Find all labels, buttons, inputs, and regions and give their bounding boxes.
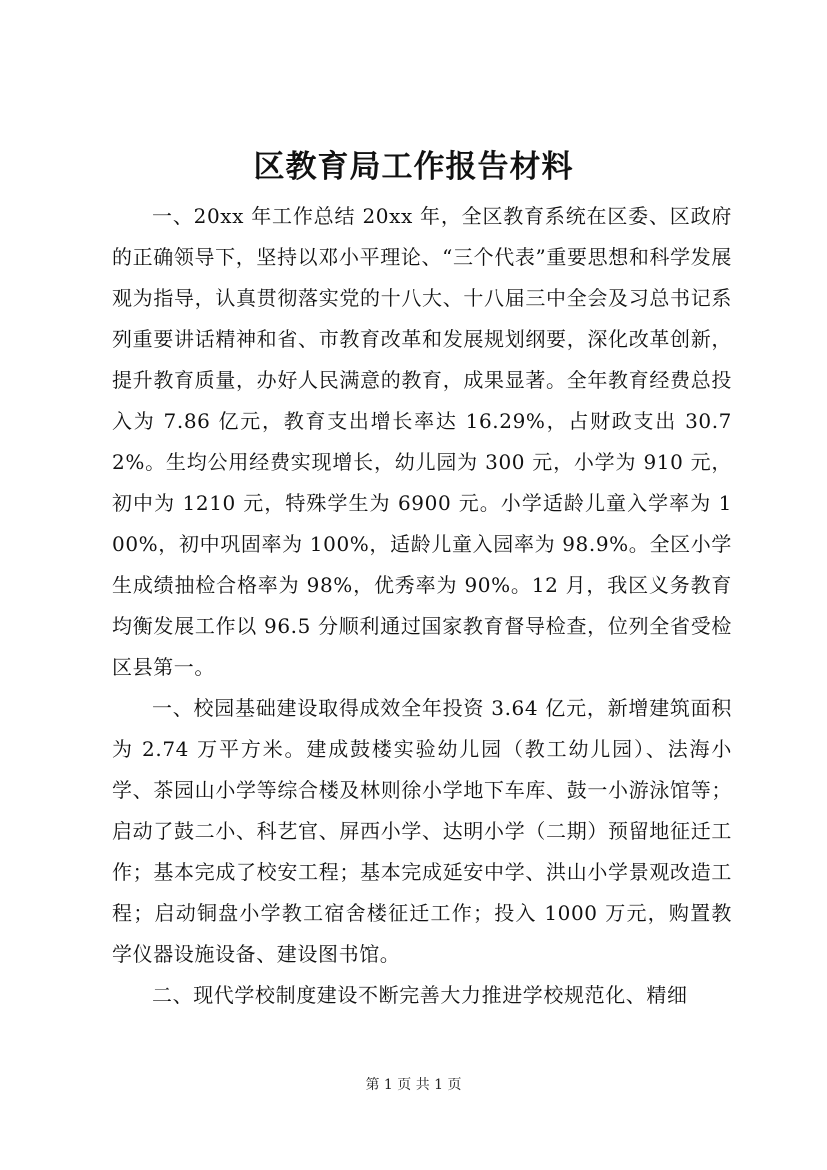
document-body (112, 196, 732, 1016)
paragraph-campus-construction: 一、校园基础建设取得成效全年投资 3.64 亿元，新增建筑面积为 2.74 万平方米。建成鼓楼实验幼儿园（教工幼儿园）、法海小学、茶园山小学等综合楼及林则徐小学地下车库、鼓一小游泳馆等；启动了鼓二小、科艺官、屏西小学、达明小学（二期）预留地征迁工作；基本完成了校安工程；基本完成延安中学、洪山小学景观改造工程；启动铜盘小学教工宿舍楼征迁工作；投入 1000 万元，购置教学仪器设施设备、建设图书馆。 (112, 696, 732, 966)
paragraph-school-system: 二、现代学校制度建设不断完善大力推进学校规范化、精细 (152, 983, 688, 1007)
page-number-footer: 第 1 页 共 1 页 (365, 1077, 462, 1093)
document-title: 区教育局工作报告材料 (253, 149, 574, 185)
paragraph-work-summary: 一、20xx 年工作总结 20xx 年，全区教育系统在区委、区政府的正确领导下，坚持以邓小平理论、“三个代表”重要思想和科学发展观为指导，认真贯彻落实党的十八大、十八届三中全会及习总书记系列重要讲话精神和省、市教育改革和发展规划纲要，深化改革创新，提升教育质量，办好人民满意的教育，成果显著。全年教育经费总投入为 7.86 亿元，教育支出增长率达 16.29%，占财政支出 30.72%。生均公用经费实现增长，幼儿园为 300 元，小学为 910 元，初中为 1210 元，特殊学生为 6900 元。小学适龄儿童入学率为 100%，初中巩固率为 100%，适龄儿童入园率为 98.9%。全区小学生成绩抽检合格率为 98%，优秀率为 90%。12 月，我区义务教育均衡发展工作以 96.5 分顺利通过国家教育督导检查，位列全省受检区县第一。 (112, 204, 732, 679)
